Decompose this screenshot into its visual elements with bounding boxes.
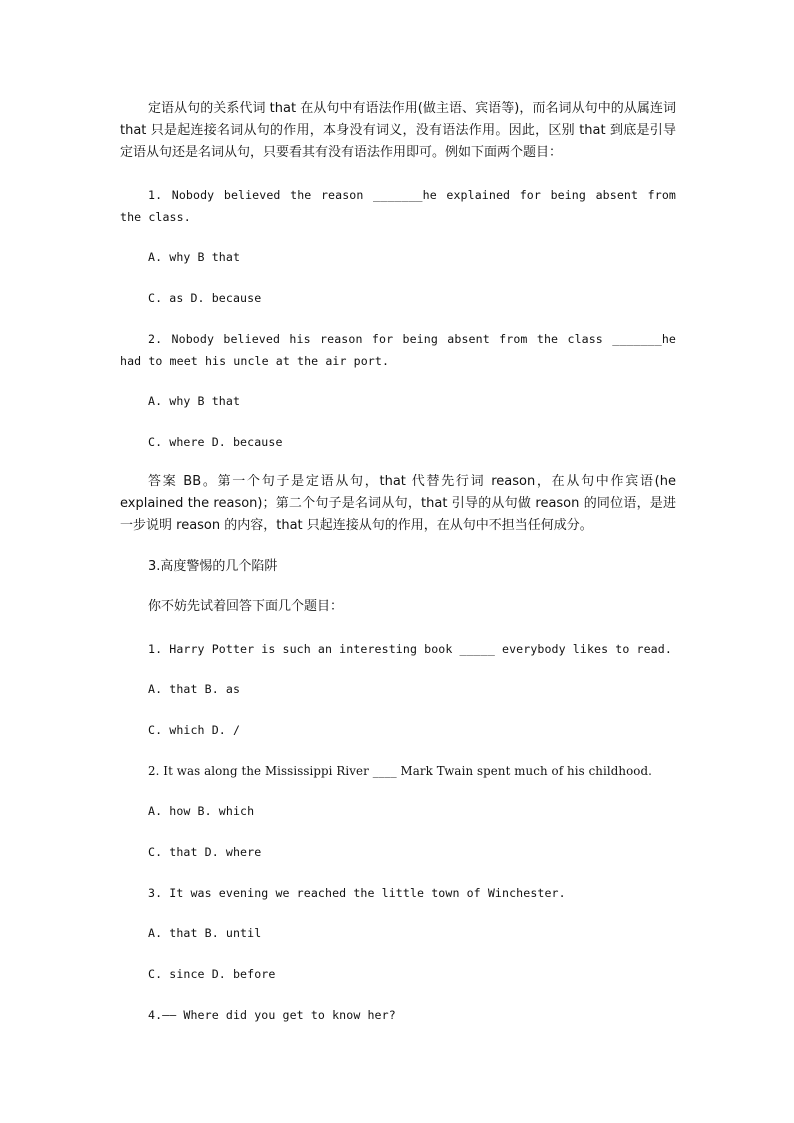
question-2-stem: 2. Nobody believed his reason for being absent from the class _______he had to meet his uncle at the air port. [120,332,676,368]
question-2-options-ab: A. why B that [148,394,241,408]
question-1-stem: 1. Nobody believed the reason _______he explained for being absent from the class. [120,188,676,224]
question-2-options-cd: C. where D. because [148,435,283,449]
intro-paragraph: 定语从句的关系代词 that 在从句中有语法作用(做主语、宾语等)，而名词从句中的从属连词 that 只是起连接名词从句的作用，本身没有词义，没有语法作用。因此，区别 that 到底是引导定语从句还是名词从句，只要看其有没有语法作用即可。例如下面两个题目： [120,101,676,160]
practice-2-options-ab: A. how B. which [148,804,255,818]
practice-1-options-ab: A. that B. as [148,682,241,696]
practice-2-stem: 2. It was along the Mississippi River ____ Mark Twain spent much of his childhood. [148,764,653,778]
practice-1-stem: 1. Harry Potter is such an interesting book _____ everybody likes to read. [148,642,672,656]
practice-3-stem: 3. It was evening we reached the little town of Winchester. [148,886,566,900]
practice-3-options-ab: A. that B. until [148,926,262,940]
answer-explanation: 答案 BB。第一个句子是定语从句，that 代替先行词 reason，在从句中作宾语(he explained the reason)；第二个句子是名词从句，that 引导的从句做 reason 的同位语，是进一步说明 reason 的内容，that 只起连接从句的作用，在从句中不担当任何成分。 [120,474,676,533]
section-3-lead: 你不妨先试着回答下面几个题目： [148,599,344,614]
section-3-heading: 3.高度警惕的几个陷阱 [148,559,278,574]
practice-3-options-cd: C. since D. before [148,967,276,981]
practice-1-options-cd: C. which D. / [148,723,241,737]
practice-2-options-cd: C. that D. where [148,845,262,859]
practice-4-stem: 4.—— Where did you get to know her? [148,1008,396,1022]
question-1-options-cd: C. as D. because [148,291,262,305]
question-1-options-ab: A. why B that [148,250,241,264]
